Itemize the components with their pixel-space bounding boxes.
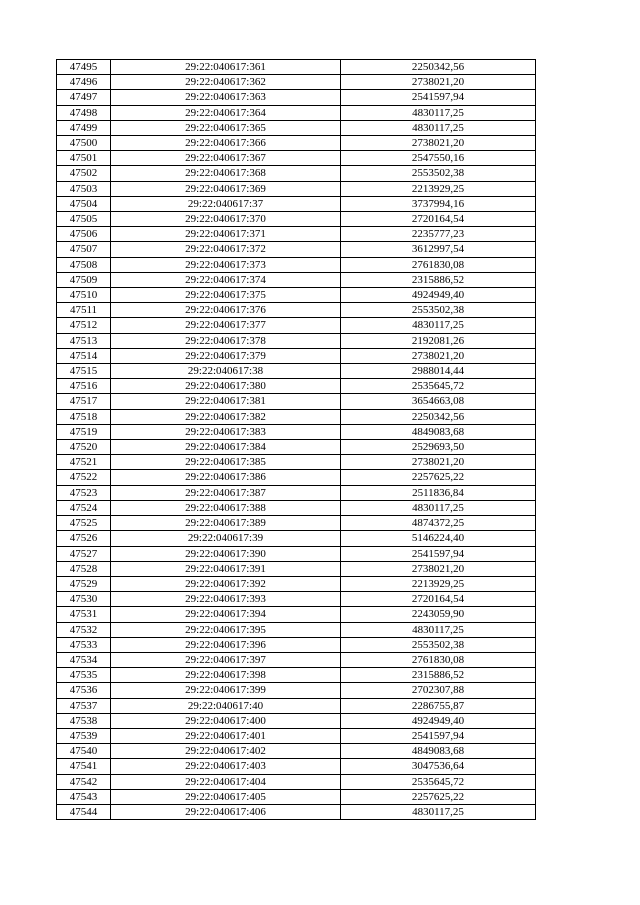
cadastral-number-cell: 29:22:040617:392 [111,576,341,591]
value-cell: 4830117,25 [341,500,536,515]
cadastral-number-cell: 29:22:040617:395 [111,622,341,637]
table-body [57,60,536,820]
row-id-cell: 47532 [57,622,111,637]
table-row [57,424,536,439]
table-row [57,120,536,135]
cadastral-number-cell: 29:22:040617:362 [111,75,341,90]
table-row [57,713,536,728]
value-cell: 2720164,54 [341,212,536,227]
value-cell: 4830117,25 [341,120,536,135]
row-id-cell: 47528 [57,561,111,576]
table-row [57,744,536,759]
table-row [57,75,536,90]
table-row [57,804,536,819]
value-cell: 2529693,50 [341,440,536,455]
table-row [57,181,536,196]
row-id-cell: 47537 [57,698,111,713]
cadastral-number-cell: 29:22:040617:405 [111,789,341,804]
value-cell: 2541597,94 [341,90,536,105]
row-id-cell: 47504 [57,196,111,211]
value-cell: 2315886,52 [341,272,536,287]
table-row [57,227,536,242]
row-id-cell: 47505 [57,212,111,227]
value-cell: 2547550,16 [341,151,536,166]
value-cell: 2738021,20 [341,75,536,90]
cadastral-number-cell: 29:22:040617:366 [111,136,341,151]
cadastral-number-cell: 29:22:040617:380 [111,379,341,394]
table-row [57,348,536,363]
row-id-cell: 47506 [57,227,111,242]
value-cell: 2553502,38 [341,166,536,181]
cadastral-number-cell: 29:22:040617:396 [111,637,341,652]
value-cell: 3654663,08 [341,394,536,409]
row-id-cell: 47508 [57,257,111,272]
value-cell: 2553502,38 [341,303,536,318]
row-id-cell: 47534 [57,652,111,667]
value-cell: 2257625,22 [341,470,536,485]
cadastral-number-cell: 29:22:040617:391 [111,561,341,576]
cadastral-number-cell: 29:22:040617:384 [111,440,341,455]
table-row [57,379,536,394]
row-id-cell: 47535 [57,668,111,683]
cadastral-number-cell: 29:22:040617:361 [111,60,341,75]
row-id-cell: 47529 [57,576,111,591]
value-cell: 2250342,56 [341,409,536,424]
row-id-cell: 47526 [57,531,111,546]
row-id-cell: 47531 [57,607,111,622]
value-cell: 2738021,20 [341,136,536,151]
row-id-cell: 47502 [57,166,111,181]
table-row [57,622,536,637]
table-row [57,592,536,607]
table-row [57,105,536,120]
table-row [57,196,536,211]
data-table [56,59,536,820]
row-id-cell: 47511 [57,303,111,318]
cadastral-number-cell: 29:22:040617:387 [111,485,341,500]
table-row [57,668,536,683]
row-id-cell: 47507 [57,242,111,257]
cadastral-number-cell: 29:22:040617:403 [111,759,341,774]
row-id-cell: 47519 [57,424,111,439]
row-id-cell: 47509 [57,272,111,287]
value-cell: 4830117,25 [341,105,536,120]
cadastral-number-cell: 29:22:040617:383 [111,424,341,439]
table-row [57,409,536,424]
value-cell: 2720164,54 [341,592,536,607]
table-row [57,500,536,515]
cadastral-number-cell: 29:22:040617:371 [111,227,341,242]
value-cell: 2235777,23 [341,227,536,242]
table-row [57,652,536,667]
cadastral-number-cell: 29:22:040617:377 [111,318,341,333]
table-row [57,90,536,105]
cadastral-number-cell: 29:22:040617:379 [111,348,341,363]
cadastral-number-cell: 29:22:040617:38 [111,364,341,379]
table-row [57,151,536,166]
row-id-cell: 47503 [57,181,111,196]
row-id-cell: 47541 [57,759,111,774]
cadastral-number-cell: 29:22:040617:400 [111,713,341,728]
row-id-cell: 47500 [57,136,111,151]
value-cell: 2511836,84 [341,485,536,500]
cadastral-number-cell: 29:22:040617:367 [111,151,341,166]
value-cell: 4830117,25 [341,318,536,333]
cadastral-number-cell: 29:22:040617:389 [111,516,341,531]
row-id-cell: 47536 [57,683,111,698]
table-row [57,455,536,470]
value-cell: 2213929,25 [341,576,536,591]
value-cell: 2250342,56 [341,60,536,75]
table-row [57,394,536,409]
row-id-cell: 47517 [57,394,111,409]
cadastral-number-cell: 29:22:040617:365 [111,120,341,135]
value-cell: 3737994,16 [341,196,536,211]
value-cell: 4924949,40 [341,288,536,303]
cadastral-number-cell: 29:22:040617:398 [111,668,341,683]
row-id-cell: 47515 [57,364,111,379]
cadastral-number-cell: 29:22:040617:386 [111,470,341,485]
cadastral-number-cell: 29:22:040617:402 [111,744,341,759]
table-row [57,698,536,713]
row-id-cell: 47520 [57,440,111,455]
cadastral-number-cell: 29:22:040617:376 [111,303,341,318]
cadastral-number-cell: 29:22:040617:388 [111,500,341,515]
value-cell: 2286755,87 [341,698,536,713]
row-id-cell: 47518 [57,409,111,424]
row-id-cell: 47530 [57,592,111,607]
value-cell: 4830117,25 [341,804,536,819]
value-cell: 2243059,90 [341,607,536,622]
cadastral-number-cell: 29:22:040617:406 [111,804,341,819]
value-cell: 4830117,25 [341,622,536,637]
table-row [57,531,536,546]
cadastral-number-cell: 29:22:040617:381 [111,394,341,409]
cadastral-number-cell: 29:22:040617:399 [111,683,341,698]
cadastral-number-cell: 29:22:040617:404 [111,774,341,789]
row-id-cell: 47525 [57,516,111,531]
row-id-cell: 47510 [57,288,111,303]
cadastral-number-cell: 29:22:040617:393 [111,592,341,607]
table-row [57,561,536,576]
cadastral-number-cell: 29:22:040617:394 [111,607,341,622]
value-cell: 4874372,25 [341,516,536,531]
table-row [57,576,536,591]
row-id-cell: 47498 [57,105,111,120]
cadastral-number-cell: 29:22:040617:363 [111,90,341,105]
value-cell: 2315886,52 [341,668,536,683]
table-row [57,470,536,485]
value-cell: 2761830,08 [341,257,536,272]
cadastral-number-cell: 29:22:040617:375 [111,288,341,303]
cadastral-number-cell: 29:22:040617:390 [111,546,341,561]
value-cell: 4849083,68 [341,744,536,759]
value-cell: 2738021,20 [341,561,536,576]
value-cell: 2553502,38 [341,637,536,652]
value-cell: 4849083,68 [341,424,536,439]
table-row [57,303,536,318]
table-row [57,774,536,789]
table-row [57,136,536,151]
cadastral-number-cell: 29:22:040617:368 [111,166,341,181]
value-cell: 2257625,22 [341,789,536,804]
cadastral-number-cell: 29:22:040617:374 [111,272,341,287]
value-cell: 2738021,20 [341,348,536,363]
table-row [57,759,536,774]
row-id-cell: 47523 [57,485,111,500]
row-id-cell: 47544 [57,804,111,819]
table-row [57,257,536,272]
cadastral-number-cell: 29:22:040617:37 [111,196,341,211]
table-row [57,546,536,561]
value-cell: 2213929,25 [341,181,536,196]
table-row [57,789,536,804]
cadastral-number-cell: 29:22:040617:382 [111,409,341,424]
table-row [57,242,536,257]
cadastral-number-cell: 29:22:040617:397 [111,652,341,667]
row-id-cell: 47538 [57,713,111,728]
value-cell: 2988014,44 [341,364,536,379]
table-row [57,683,536,698]
row-id-cell: 47521 [57,455,111,470]
table-row [57,166,536,181]
value-cell: 3047536,64 [341,759,536,774]
row-id-cell: 47533 [57,637,111,652]
cadastral-number-cell: 29:22:040617:385 [111,455,341,470]
row-id-cell: 47539 [57,728,111,743]
cadastral-number-cell: 29:22:040617:369 [111,181,341,196]
row-id-cell: 47527 [57,546,111,561]
value-cell: 2761830,08 [341,652,536,667]
table-row [57,60,536,75]
table-row [57,728,536,743]
row-id-cell: 47542 [57,774,111,789]
cadastral-number-cell: 29:22:040617:370 [111,212,341,227]
row-id-cell: 47495 [57,60,111,75]
row-id-cell: 47543 [57,789,111,804]
value-cell: 2192081,26 [341,333,536,348]
table-row [57,272,536,287]
table-row [57,607,536,622]
table-row [57,485,536,500]
cadastral-number-cell: 29:22:040617:372 [111,242,341,257]
row-id-cell: 47524 [57,500,111,515]
cadastral-number-cell: 29:22:040617:401 [111,728,341,743]
value-cell: 2535645,72 [341,379,536,394]
table-row [57,288,536,303]
row-id-cell: 47499 [57,120,111,135]
value-cell: 2535645,72 [341,774,536,789]
cadastral-number-cell: 29:22:040617:364 [111,105,341,120]
value-cell: 2738021,20 [341,455,536,470]
table-row [57,440,536,455]
value-cell: 3612997,54 [341,242,536,257]
row-id-cell: 47512 [57,318,111,333]
table-row [57,318,536,333]
row-id-cell: 47540 [57,744,111,759]
row-id-cell: 47514 [57,348,111,363]
cadastral-number-cell: 29:22:040617:40 [111,698,341,713]
table-row [57,333,536,348]
value-cell: 2541597,94 [341,728,536,743]
table-row [57,212,536,227]
cadastral-number-cell: 29:22:040617:39 [111,531,341,546]
value-cell: 2541597,94 [341,546,536,561]
value-cell: 2702307,88 [341,683,536,698]
row-id-cell: 47501 [57,151,111,166]
value-cell: 5146224,40 [341,531,536,546]
cadastral-number-cell: 29:22:040617:378 [111,333,341,348]
row-id-cell: 47522 [57,470,111,485]
row-id-cell: 47513 [57,333,111,348]
value-cell: 4924949,40 [341,713,536,728]
cadastral-number-cell: 29:22:040617:373 [111,257,341,272]
table-row [57,364,536,379]
table-row [57,516,536,531]
row-id-cell: 47516 [57,379,111,394]
row-id-cell: 47496 [57,75,111,90]
table-row [57,637,536,652]
row-id-cell: 47497 [57,90,111,105]
